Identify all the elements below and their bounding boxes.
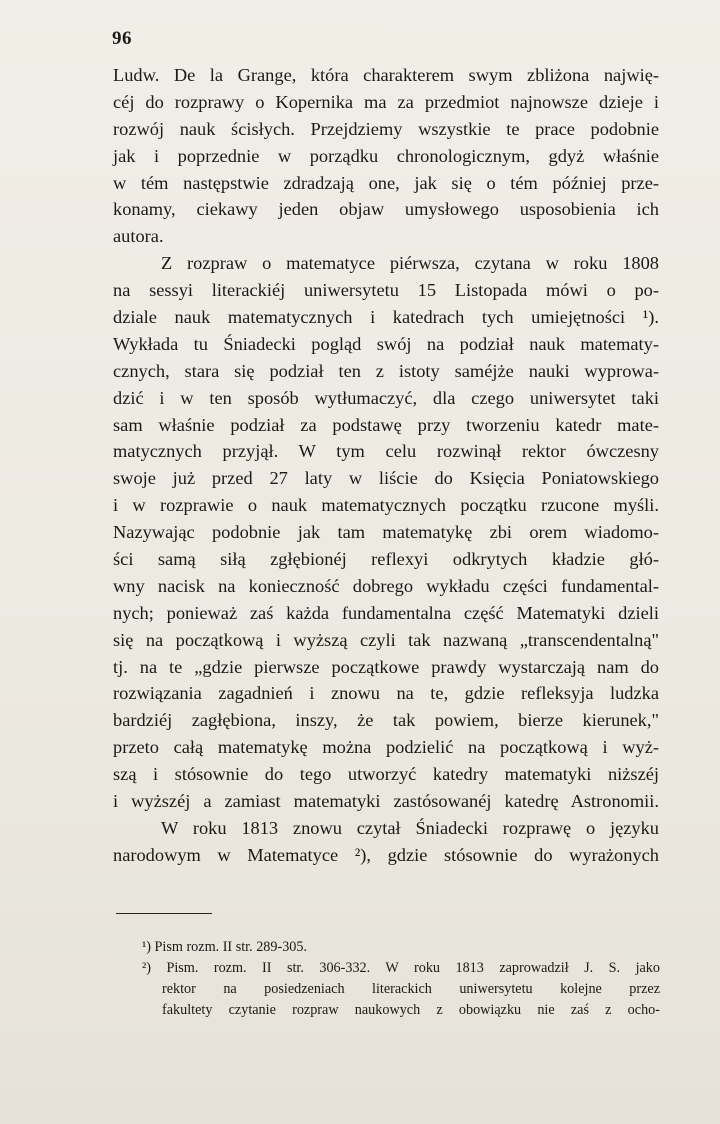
main-text [113,62,659,869]
text-line: jak i poprzednie w porządku chronologicznym, gdyż właśnie [113,145,659,166]
text-line: autora. [113,226,164,247]
text-line: Wykłada tu Śniadecki pogląd swój na podział nauk matematy- [113,333,659,354]
footnote-line: ²) Pism. rozm. II str. 306-332. W roku 1813 zaprowadził J. S. jako [142,960,660,976]
text-line: rozwiązania zagadnień i znowu na te, gdzie refleksyja ludzka [113,683,659,704]
text-line: rozwój nauk ścisłych. Przejdziemy wszystkie te prace podobnie [113,118,659,139]
text-line: ści samą siłą zgłębionéj reflexyi odkrytych kładzie głó- [113,549,659,570]
footnote-divider [116,913,212,914]
text-line: dziale nauk matematycznych i katedrach tych umiejętności ¹). [113,307,659,328]
text-line: przeto całą matematykę można podzielić na początkową i wyż- [113,737,659,758]
text-line: cznych, stara się podział ten z istoty saméjże nauki wyprowa- [113,360,659,381]
text-line: W roku 1813 znowu czytał Śniadecki rozprawę o języku [161,817,659,838]
text-line: Z rozpraw o matematyce piérwsza, czytana w roku 1808 [161,253,659,274]
text-line: dzić i w ten sposób wytłumaczyć, dla czego uniwersytet taki [113,387,659,408]
text-line: sam właśnie podział za podstawę przy tworzeniu katedr mate- [113,414,659,435]
footnote-line: rektor na posiedzeniach literackich uniwersytetu kolejne przez [162,981,660,997]
page-number: 96 [112,28,132,49]
text-line: się na początkową i wyższą czyli tak nazwaną „transcendentalną" [113,629,659,650]
text-line: swoje już przed 27 laty w liście do Księcia Poniatowskiego [113,468,659,489]
footnote-line: fakultety czytanie rozpraw naukowych z obowiązku nie zaś z ocho- [162,1002,660,1018]
text-line: wny nacisk na konieczność dobrego wykładu części fundamental- [113,575,659,596]
text-line: na sessyi literackiéj uniwersytetu 15 Listopada mówi o po- [113,280,659,301]
text-line: konamy, ciekawy jeden objaw umysłowego usposobienia ich [113,199,659,220]
text-line: nych; ponieważ zaś każda fundamentalna część Matematyki dzieli [113,602,659,623]
text-line: i wyższéj a zamiast matematyki zastósowanéj katedrę Astronomii. [113,791,659,812]
footnotes [142,937,660,1021]
text-line: matycznych przyjął. W tym celu rozwinął rektor ówczesny [113,441,659,462]
text-line: narodowym w Matematyce ²), gdzie stósownie do wyrażonych [113,844,659,865]
text-line: w tém następstwie zdradzają one, jak się o tém później prze- [113,172,659,193]
text-line: szą i stósownie do tego utworzyć katedry matematyki niższéj [113,764,659,785]
text-line: Nazywając podobnie jak tam matematykę zbi orem wiadomo- [113,522,659,543]
text-line: i w rozprawie o nauk matematycznych początku rzucone myśli. [113,495,659,516]
text-line: bardziéj zagłębiona, inszy, że tak powiem, bierze kierunek," [113,710,659,731]
footnote-line: ¹) Pism rozm. II str. 289-305. [142,939,308,955]
text-line: Ludw. De la Grange, która charakterem swym zbliżona najwię- [113,65,659,85]
text-line: tj. na te „gdzie pierwsze początkowe prawdy wystarczają nam do [113,656,659,677]
text-line: céj do rozprawy o Kopernika ma za przedmiot najnowsze dzieje i [113,91,659,112]
